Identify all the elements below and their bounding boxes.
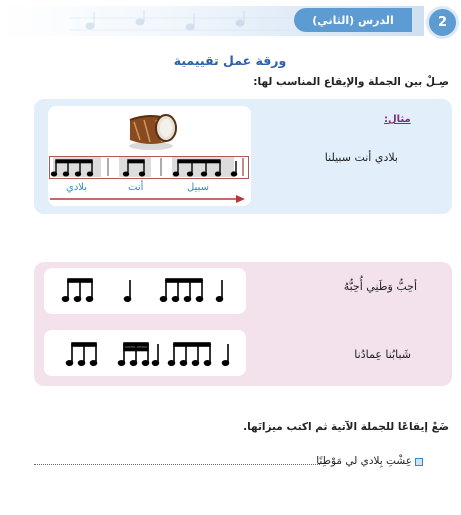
syllable-label: بلادي — [66, 182, 88, 193]
drum-icon — [122, 106, 180, 152]
rhythm-option-card[interactable] — [44, 330, 246, 376]
page-number-badge: 2 — [426, 6, 459, 39]
syllable-label: أنت — [128, 182, 144, 193]
exercise-sentence-1: أحِبُّ وَطَنِي أُحِبُّهُ — [343, 280, 417, 293]
example-rhythm-notes — [50, 157, 248, 177]
rhythm-option-notes — [44, 330, 246, 376]
instruction-compose: ضَعْ إيقاعًا للجملة الآتية ثم اكتب ميزانَها. — [243, 421, 449, 433]
answer-line[interactable] — [34, 464, 320, 465]
lesson-label: الدرس (الثاني) — [294, 8, 412, 32]
arrow-right-icon — [50, 194, 246, 204]
square-bullet-icon — [415, 458, 423, 466]
example-sentence: بلادي أنت سبيلنا — [324, 151, 398, 164]
rhythm-option-notes — [44, 268, 246, 314]
answer-row — [34, 455, 434, 471]
answer-prompt: عِشْتِ بِلادي لي مَوْطِنًا — [316, 455, 412, 467]
rhythm-option-card[interactable] — [44, 268, 246, 314]
example-rhythm-bar — [49, 156, 249, 179]
example-label: مثال: — [384, 114, 411, 125]
instruction-connect: صِـلْ بين الجملة والإيقاع المناسب لها: — [253, 76, 449, 88]
exercise-sentence-2: شَبابُنا عِمادُنا — [354, 348, 411, 361]
worksheet-title: ورقة عمل تقييمية — [173, 53, 287, 68]
music-notes-decoration — [70, 8, 290, 34]
syllable-label: سبيل — [187, 182, 209, 193]
